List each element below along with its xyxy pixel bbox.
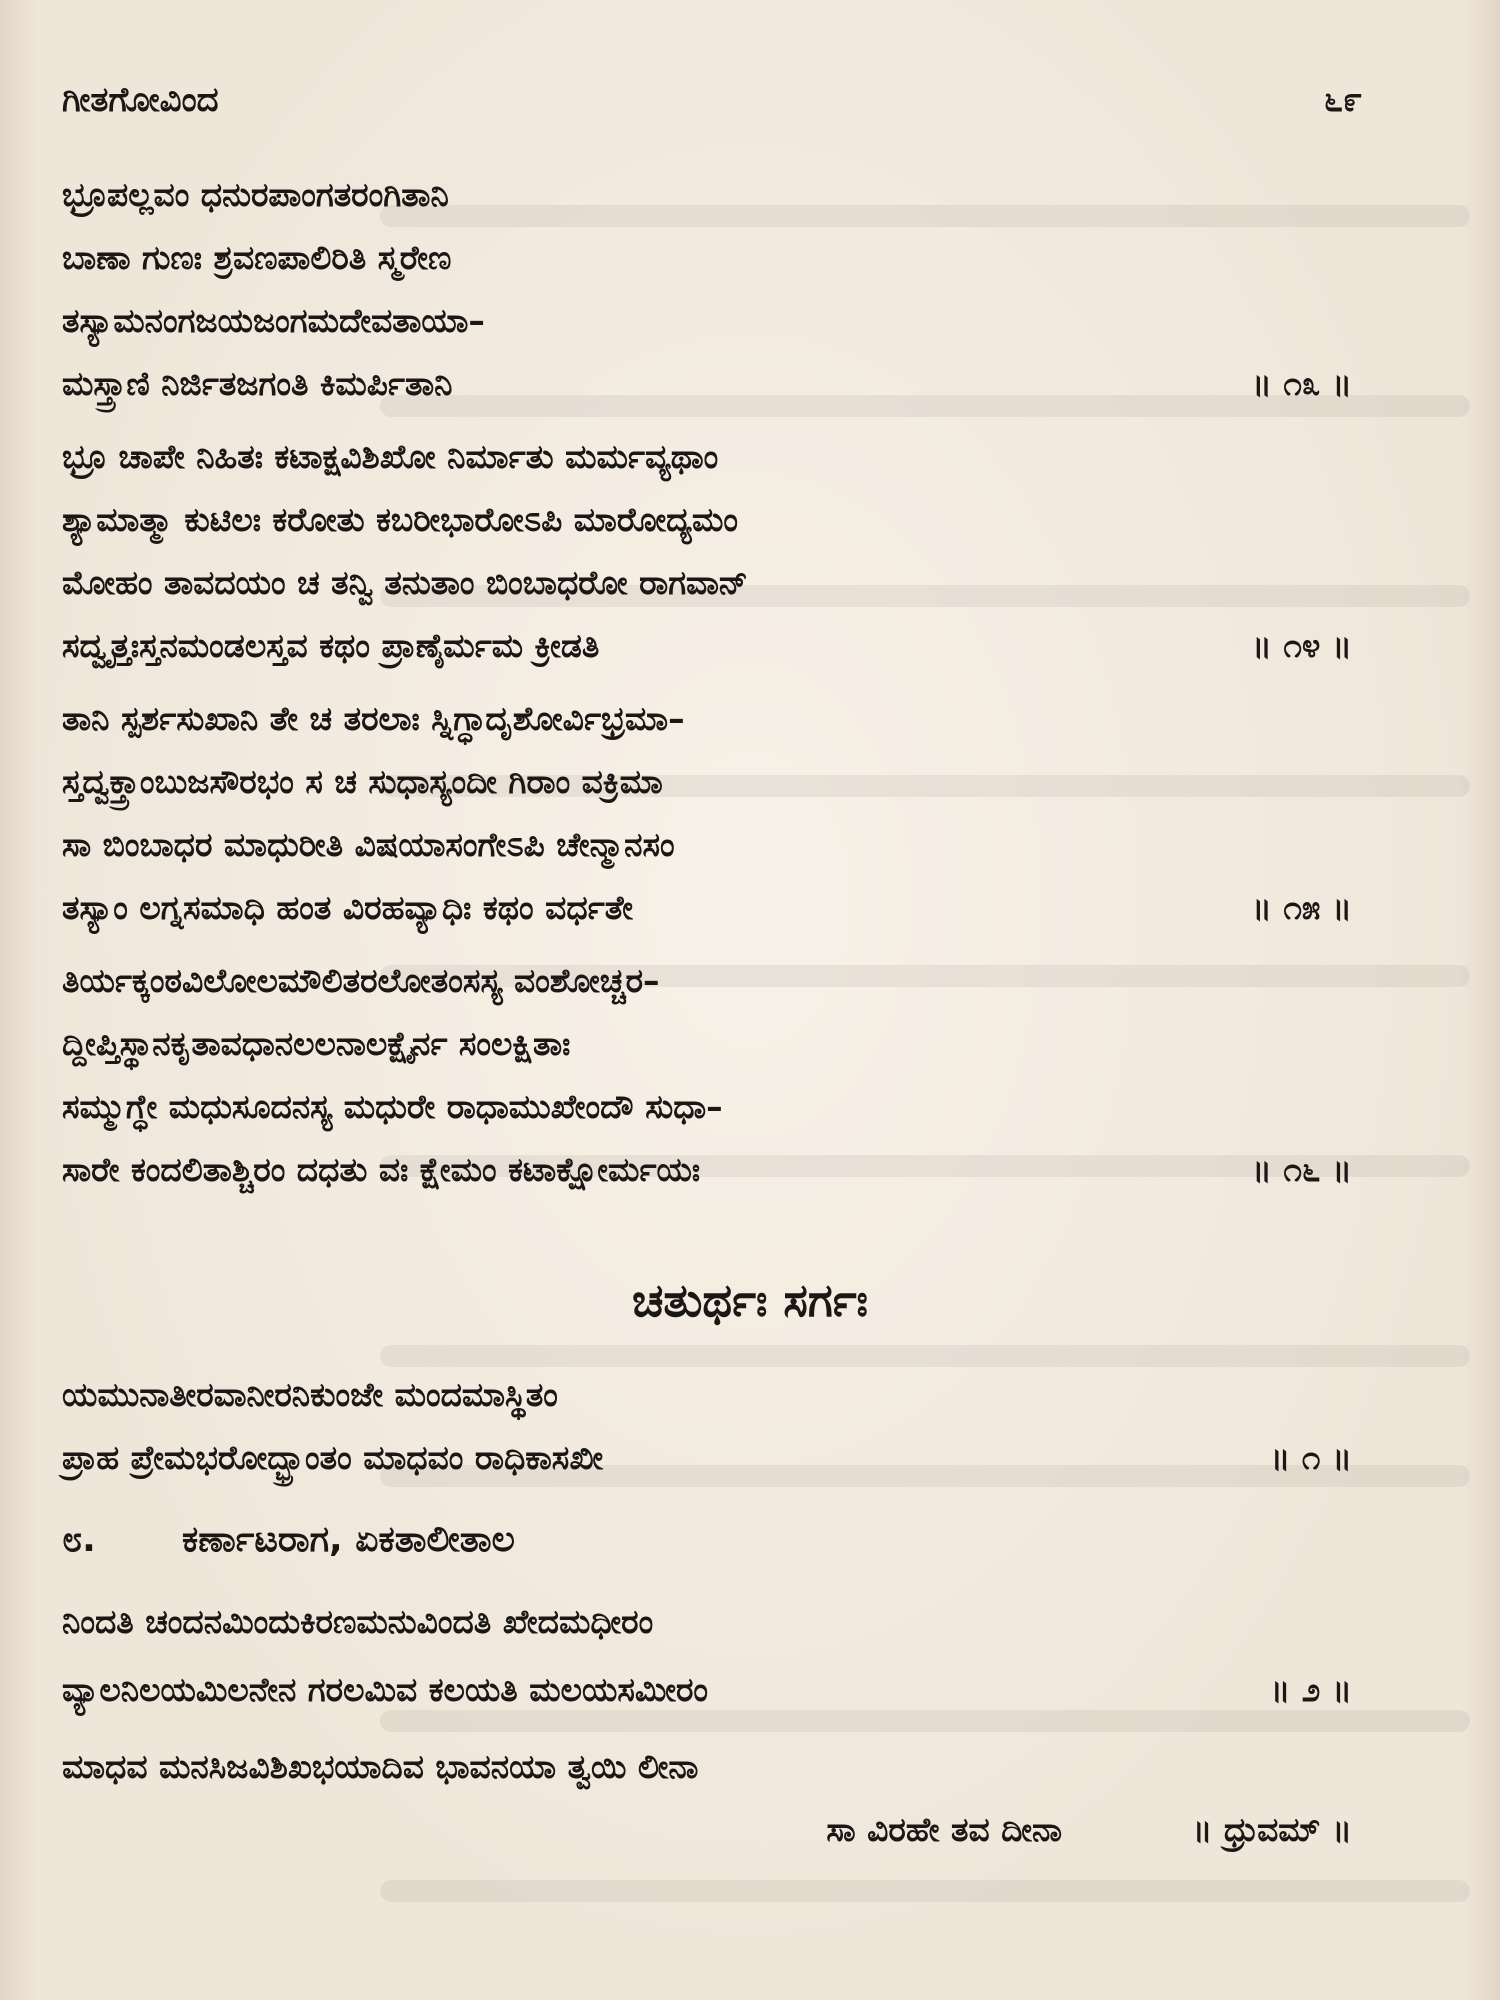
verse-line bbox=[62, 228, 1352, 288]
verse-text: ಪ್ರಾಹ ಪ್ರೇಮಭರೋದ್ಭ್ರಾಂತಂ ಮಾಧವಂ ರಾಧಿಕಾಸಖೀ bbox=[62, 1438, 604, 1477]
verse-text: ಸ್ತದ್ವಕ್ತ್ರಾಂಬುಜಸೌರಭಂ ಸ ಚ ಸುಧಾಸ್ಯಂದೀ ಗಿರಾಂ ವಕ್ರಿಮಾ bbox=[62, 762, 663, 801]
verse-text: ನಿಂದತಿ ಚಂದನಮಿಂದುಕಿರಣಮನುವಿಂದತಿ ಖೇದಮಧೀರಂ bbox=[62, 1602, 654, 1641]
verse-line bbox=[62, 616, 1352, 676]
song-number: ೮. bbox=[62, 1519, 96, 1560]
verse-line bbox=[62, 815, 1352, 875]
page-header bbox=[62, 80, 1362, 140]
verse-text: ತಸ್ಯಾಮನಂಗಜಯಜಂಗಮದೇವತಾಯಾ– bbox=[62, 301, 485, 340]
refrain-line bbox=[62, 1800, 1352, 1860]
verse-text: ಬಾಣಾ ಗುಣಃ ಶ್ರವಣಪಾಲಿರಿತಿ ಸ್ಮರೇಣ bbox=[62, 238, 452, 277]
verse-text: ಮೋಹಂ ತಾವದಯಂ ಚ ತನ್ವಿ ತನುತಾಂ ಬಿಂಬಾಧರೋ ರಾಗವಾನ್ bbox=[62, 563, 748, 602]
verse-number: ॥ ೧೬ ॥ bbox=[1251, 1150, 1352, 1189]
raga-name: ಕರ್ಣಾಟರಾಗ, ಏಕತಾಲೀತಾಲ bbox=[182, 1519, 515, 1560]
verse-text: ಸಾ ಬಿಂಬಾಧರ ಮಾಧುರೀತಿ ವಿಷಯಾಸಂಗೇಽಪಿ ಚೇನ್ಮಾನಸಂ bbox=[62, 825, 675, 864]
verse-line bbox=[62, 1428, 1352, 1488]
verse-line bbox=[62, 1014, 1352, 1074]
verse-line bbox=[62, 354, 1352, 414]
verse-text: ಯಮುನಾತೀರವಾನೀರನಿಕುಂಜೇ ಮಂದಮಾಸ್ಥಿತಂ bbox=[62, 1375, 558, 1414]
verse-text: ದ್ದೀಪ್ತಿಸ್ಥಾನಕೃತಾವಧಾನಲಲನಾಲಕ್ಷೈರ್ನ ಸಂಲಕ್ಷಿತಾಃ bbox=[62, 1024, 571, 1063]
bleed-through-line bbox=[380, 1345, 1470, 1367]
verse-line bbox=[62, 1660, 1352, 1720]
verse-line bbox=[62, 165, 1352, 225]
verse-line bbox=[62, 427, 1352, 487]
refrain-text: ಸಾ ವಿರಹೇ ತವ ದೀನಾ bbox=[826, 1810, 1062, 1849]
bleed-through-line bbox=[380, 1880, 1470, 1902]
raga-heading bbox=[62, 1510, 515, 1570]
verse-text: ಸದ್ವೃತ್ತಃಸ್ತನಮಂಡಲಸ್ತವ ಕಥಂ ಪ್ರಾಣೈರ್ಮಮ ಕ್ರೀಡತಿ bbox=[62, 626, 600, 665]
verse-number: ॥ ೧೫ ॥ bbox=[1251, 888, 1352, 927]
verse-line bbox=[62, 291, 1352, 351]
verse-text: ಸಾರೇ ಕಂದಲಿತಾಶ್ಚಿರಂ ದಧತು ವಃ ಕ್ಷೇಮಂ ಕಟಾಕ್ಷೋರ್ಮಯಃ bbox=[62, 1150, 701, 1189]
refrain-label: ॥ ಧ್ರುವಮ್ ॥ bbox=[1192, 1810, 1352, 1849]
verse-line bbox=[62, 1140, 1352, 1200]
verse-line bbox=[62, 752, 1352, 812]
verse-text: ಭ್ರೂ ಚಾಪೇ ನಿಹಿತಃ ಕಟಾಕ್ಷವಿಶಿಖೋ ನಿರ್ಮಾತು ಮರ್ಮವ್ಯಥಾಂ bbox=[62, 437, 719, 476]
verse-text: ತಿರ್ಯಕ್ಕಂಠವಿಲೋಲಮೌಲಿತರಲೋತಂಸಸ್ಯ ವಂಶೋಚ್ಚರ– bbox=[62, 961, 660, 1000]
verse-line bbox=[62, 1592, 1352, 1652]
verse-number: ॥ ೨ ॥ bbox=[1270, 1670, 1352, 1709]
verse-number: ॥ ೧ ॥ bbox=[1270, 1438, 1352, 1477]
verse-text: ಮಸ್ತ್ರಾಣಿ ನಿರ್ಜಿತಜಗಂತಿ ಕಿಮರ್ಪಿತಾನಿ bbox=[62, 364, 453, 403]
verse-line bbox=[62, 1077, 1352, 1137]
verse-line bbox=[62, 553, 1352, 613]
verse-text: ಮಾಧವ ಮನಸಿಜವಿಶಿಖಭಯಾದಿವ ಭಾವನಯಾ ತ್ವಯಿ ಲೀನಾ bbox=[62, 1747, 699, 1786]
verse-text: ಶ್ಯಾಮಾತ್ಮಾ ಕುಟಿಲಃ ಕರೋತು ಕಬರೀಭಾರೋಽಪಿ ಮಾರೋದ್ಯಮಂ bbox=[62, 500, 739, 539]
page-number: ೬೯ bbox=[1323, 80, 1362, 120]
running-title: ಗೀತಗೋವಿಂದ bbox=[62, 80, 219, 120]
verse-number: ॥ ೧೩ ॥ bbox=[1251, 364, 1352, 403]
verse-line bbox=[62, 878, 1352, 938]
verse-line bbox=[62, 490, 1352, 550]
verse-line bbox=[62, 951, 1352, 1011]
verse-text: ಸಮ್ಮುಗ್ಧೇ ಮಧುಸೂದನಸ್ಯ ಮಧುರೇ ರಾಧಾಮುಖೇಂದೌ ಸುಧಾ– bbox=[62, 1087, 723, 1126]
verse-text: ವ್ಯಾಲನಿಲಯಮಿಲನೇನ ಗರಲಮಿವ ಕಲಯತಿ ಮಲಯಸಮೀರಂ bbox=[62, 1670, 709, 1709]
section-heading: ಚತುರ್ಥಃ ಸರ್ಗಃ bbox=[631, 1273, 869, 1327]
verse-text: ಭ್ರೂಪಲ್ಲವಂ ಧನುರಪಾಂಗತರಂಗಿತಾನಿ bbox=[62, 175, 449, 214]
verse-line bbox=[62, 1737, 1352, 1797]
verse-text: ತಾನಿ ಸ್ಪರ್ಶಸುಖಾನಿ ತೇ ಚ ತರಲಾಃ ಸ್ನಿಗ್ಧಾದೃಶೋರ್ವಿಭ್ರಮಾ– bbox=[62, 699, 685, 738]
verse-line bbox=[62, 1365, 1352, 1425]
verse-line bbox=[62, 689, 1352, 749]
verse-number: ॥ ೧೪ ॥ bbox=[1251, 626, 1352, 665]
verse-text: ತಸ್ಯಾಂ ಲಗ್ನಸಮಾಧಿ ಹಂತ ವಿರಹವ್ಯಾಧಿಃ ಕಥಂ ವರ್ಧತೇ bbox=[62, 888, 634, 927]
